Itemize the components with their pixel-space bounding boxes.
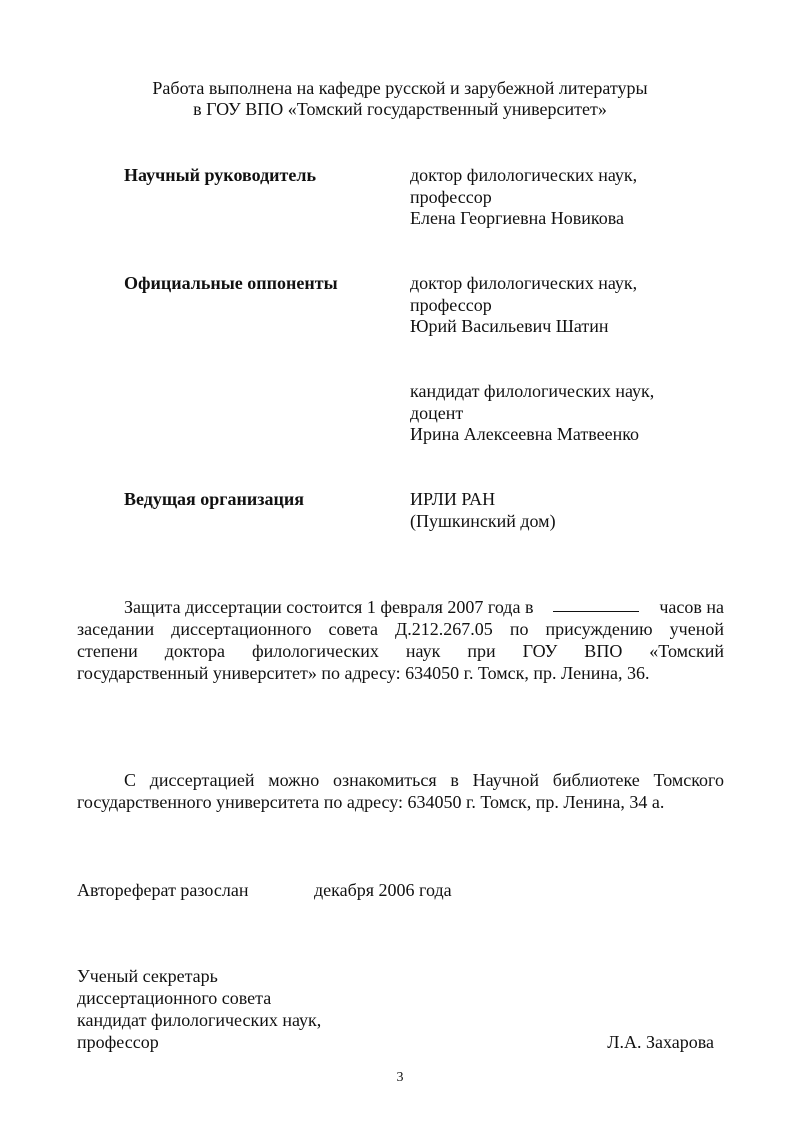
mailing-date: декабря 2006 года <box>314 880 452 900</box>
library-line-1: С диссертацией можно ознакомиться в Научной библиотеке Томского <box>124 770 724 790</box>
opponent-1-name: Юрий Васильевич Шатин <box>410 316 609 336</box>
page-number: 3 <box>396 1070 404 1085</box>
advisor-degree: доктор филологических наук, <box>410 165 638 185</box>
defense-line-4: государственный университет» по адресу: 634050 г. Томск, пр. Ленина, 36. <box>77 663 650 683</box>
time-blank <box>553 597 639 612</box>
secretary-line-4: профессор <box>77 1032 159 1052</box>
secretary-line-2: диссертационного совета <box>77 988 272 1008</box>
opponent-1-degree: доктор филологических наук, <box>410 273 638 293</box>
lead-org-subname: (Пушкинский дом) <box>410 511 556 531</box>
secretary-name: Л.А. Захарова <box>607 1032 714 1052</box>
lead-org-name: ИРЛИ РАН <box>410 489 496 509</box>
secretary-line-1: Ученый секретарь <box>77 966 218 986</box>
opponents-label: Официальные оппоненты <box>124 273 338 293</box>
opponent-2-name: Ирина Алексеевна Матвеенко <box>410 424 640 444</box>
opponent-1-title: профессор <box>410 295 492 315</box>
advisor-title: профессор <box>410 187 492 207</box>
defense-line-1-start: Защита диссертации состоится 1 февраля 2007 года в <box>124 597 534 617</box>
advisor-name: Елена Георгиевна Новикова <box>410 208 624 228</box>
header-line-1: Работа выполнена на кафедре русской и зарубежной литературы <box>152 78 648 98</box>
defense-line-1-end: часов на <box>659 597 724 617</box>
mailing-label: Автореферат разослан <box>77 880 249 900</box>
library-line-2: государственного университета по адресу: 634050 г. Томск, пр. Ленина, 34 а. <box>77 792 665 812</box>
opponent-2-title: доцент <box>410 403 464 423</box>
defense-line-2: заседании диссертационного совета Д.212.267.05 по присуждению ученой <box>77 619 724 639</box>
defense-line-3: степени доктора филологических наук при ГОУ ВПО «Томский <box>77 641 724 661</box>
header-line-2: в ГОУ ВПО «Томский государственный университет» <box>193 99 607 119</box>
opponent-2-degree: кандидат филологических наук, <box>410 381 655 401</box>
defense-line-1 <box>124 597 724 617</box>
lead-org-label: Ведущая организация <box>124 489 304 509</box>
advisor-label: Научный руководитель <box>124 165 316 185</box>
secretary-line-3: кандидат филологических наук, <box>77 1010 322 1030</box>
